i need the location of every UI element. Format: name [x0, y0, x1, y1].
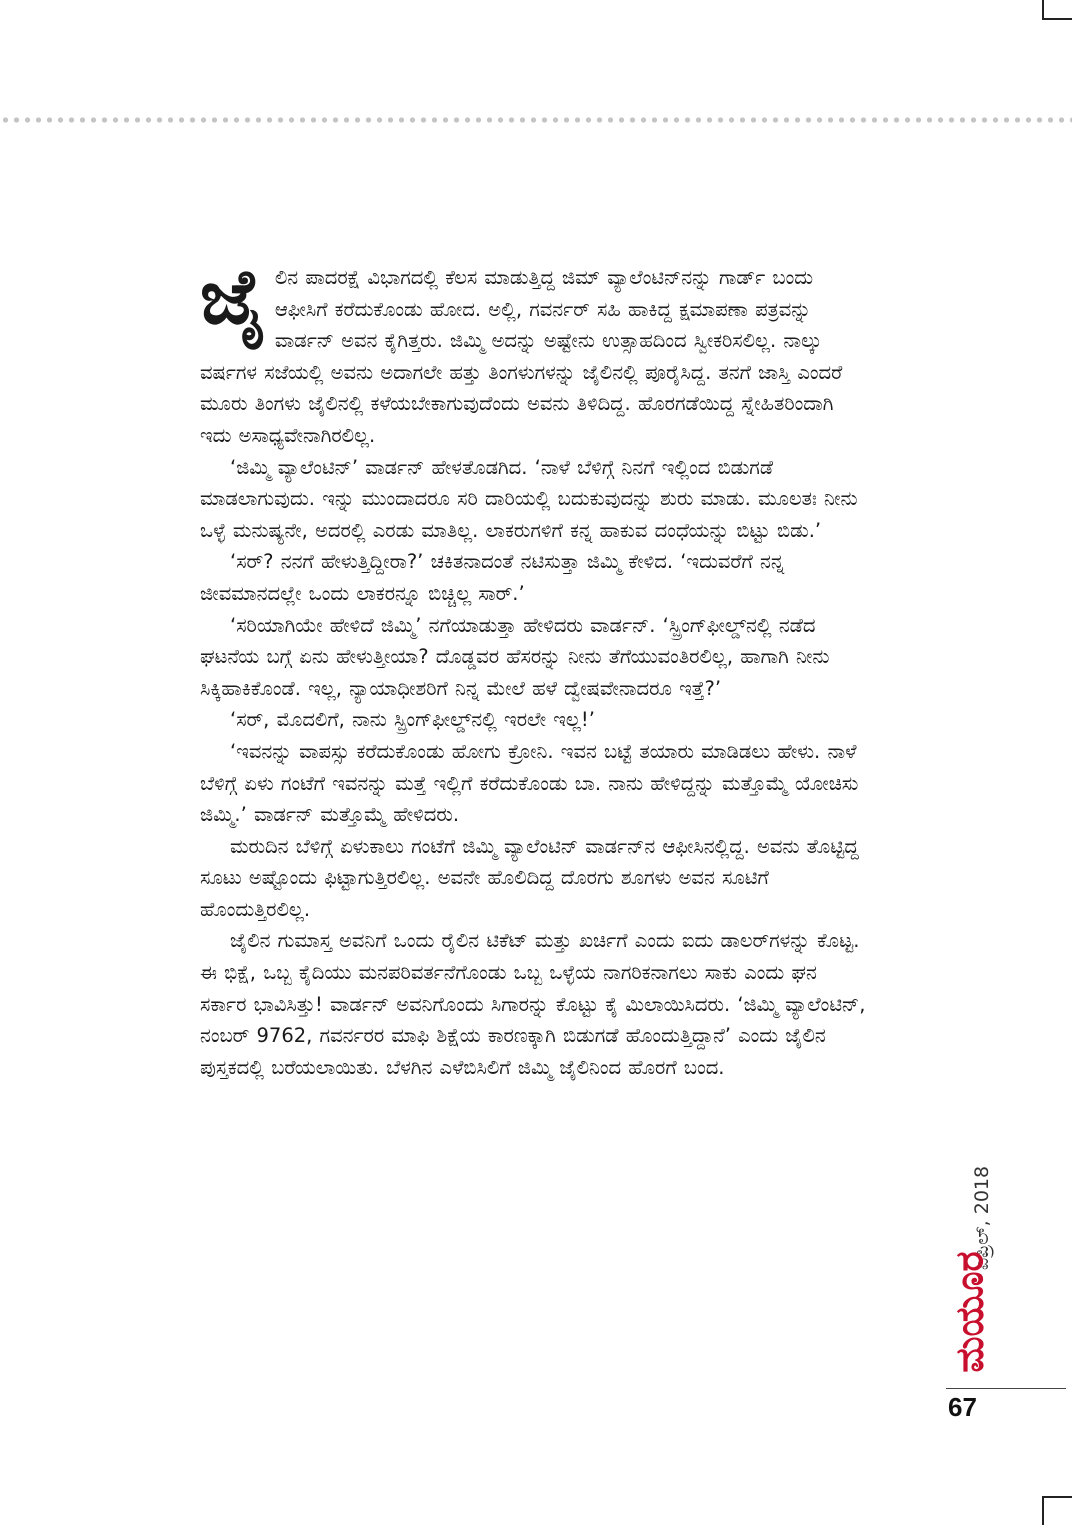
page-number-rule	[946, 1388, 1066, 1389]
paragraph: ‘ಸರಿಯಾಗಿಯೇ ಹೇಳಿದೆ ಜಿಮ್ಮಿ’ ನಗೆಯಾಡುತ್ತಾ ಹೇಳಿದರು ವಾರ್ಡನ್. ‘ಸ್ಪ್ರಿಂಗ್‌ಫೀಲ್ಡ್‌ನಲ್ಲಿ ನಡೆದ ಘಟನೆಯ ಬಗ್ಗೆ ಏನು ಹೇಳುತ್ತೀಯಾ? ದೊಡ್ಡವರ ಹೆಸರನ್ನು ನೀನು ತೆಗೆಯುವಂತಿರಲಿಲ್ಲ, ಹಾಗಾಗಿ ನೀನು ಸಿಕ್ಕಿಹಾಕಿಕೊಂಡೆ. ಇಲ್ಲ, ನ್ಯಾಯಾಧೀಶರಿಗೆ ನಿನ್ನ ಮೇಲೆ ಹಳೆ ದ್ವೇಷವೇನಾದರೂ ಇತ್ತೆ?’	[200, 613, 830, 700]
crop-mark-bottom	[1042, 1496, 1072, 1525]
page-number: 67	[948, 1392, 977, 1422]
crop-mark-top	[1042, 0, 1072, 20]
paragraph-text: ಲಿನ ಪಾದರಕ್ಷೆ ವಿಭಾಗದಲ್ಲಿ ಕೆಲಸ ಮಾಡುತ್ತಿದ್ದ ಜಿಮ್ ವ್ಯಾಲೆಂಟಿನ್‌ನನ್ನು ಗಾರ್ಡ್ ಬಂದು ಆಫೀಸಿಗೆ ಕರೆದುಕೊಂಡು ಹೋದ. ಅಲ್ಲಿ, ಗವರ್ನರ್ ಸಹಿ ಹಾಕಿದ್ದ ಕ್ಷಮಾಪಣಾ ಪತ್ರವನ್ನು ವಾರ್ಡನ್ ಅವನ ಕೈಗಿತ್ತರು. ಜಿಮ್ಮಿ ಅದನ್ನು ಅಷ್ಟೇನು ಉತ್ಸಾಹದಿಂದ ಸ್ವೀಕರಿಸಲಿಲ್ಲ. ನಾಲ್ಕು ವರ್ಷಗಳ ಸಜೆಯಲ್ಲಿ ಅವನು ಅದಾಗಲೇ ಹತ್ತು ತಿಂಗಳುಗಳನ್ನು ಜೈಲಿನಲ್ಲಿ ಪೂರೈಸಿದ್ದ. ತನಗೆ ಜಾಸ್ತಿ ಎಂದರೆ ಮೂರು ತಿಂಗಳು ಜೈಲಿನಲ್ಲಿ ಕಳೆಯಬೇಕಾಗುವುದೆಂದು ಅವನು ತಿಳಿದಿದ್ದ. ಹೊರಗಡೆಯಿದ್ದ ಸ್ನೇಹಿತರಿಂದಾಗಿ ಇದು ಅಸಾಧ್ಯವೇನಾಗಿರಲಿಲ್ಲ.	[200, 266, 843, 447]
magazine-logo: ಮಯೂರ	[947, 1251, 992, 1373]
paragraph: ‘ಜಿಮ್ಮಿ ವ್ಯಾಲೆಂಟಿನ್’ ವಾರ್ಡನ್ ಹೇಳತೊಡಗಿದ. ‘ನಾಳೆ ಬೆಳಿಗ್ಗೆ ನಿನಗೆ ಇಲ್ಲಿಂದ ಬಿಡುಗಡೆ ಮಾಡಲಾಗುವುದು. ಇನ್ನು ಮುಂದಾದರೂ ಸರಿ ದಾರಿಯಲ್ಲಿ ಬದುಕುವುದನ್ನು ಶುರು ಮಾಡು. ಮೂಲತಃ ನೀನು ಒಳ್ಳೆ ಮನುಷ್ಯನೇ, ಅದರಲ್ಲಿ ಎರಡು ಮಾತಿಲ್ಲ. ಲಾಕರುಗಳಿಗೆ ಕನ್ನ ಹಾಕುವ ದಂಧೆಯನ್ನು ಬಿಟ್ಟು ಬಿಡು.’	[200, 455, 858, 542]
dotted-divider	[0, 116, 1072, 124]
paragraph: ‘ಇವನನ್ನು ವಾಪಸ್ಸು ಕರೆದುಕೊಂಡು ಹೋಗು ಕ್ರೋನಿ. ಇವನ ಬಟ್ಟೆ ತಯಾರು ಮಾಡಿಡಲು ಹೇಳು. ನಾಳೆ ಬೆಳಿಗ್ಗೆ ಏಳು ಗಂಟೆಗೆ ಇವನನ್ನು ಮತ್ತೆ ಇಲ್ಲಿಗೆ ಕರೆದುಕೊಂಡು ಬಾ. ನಾನು ಹೇಳಿದ್ದನ್ನು ಮತ್ತೊಮ್ಮೆ ಯೋಚಿಸು ಜಿಮ್ಮಿ.’ ವಾರ್ಡನ್ ಮತ್ತೊಮ್ಮೆ ಹೇಳಿದರು.	[200, 739, 859, 827]
issue-date: ಏಪ್ರಿಲ್, 2018	[971, 1165, 993, 1271]
paragraph: ‘ಸರ್, ಮೊದಲಿಗೆ, ನಾನು ಸ್ಪ್ರಿಂಗ್‌ಫೀಲ್ಡ್‌ನಲ್ಲಿ ಇರಲೇ ಇಲ್ಲ!’	[230, 708, 595, 732]
paragraph: ಜೈಲಿನ ಗುಮಾಸ್ತ ಅವನಿಗೆ ಒಂದು ರೈಲಿನ ಟಿಕೆಟ್ ಮತ್ತು ಖರ್ಚಿಗೆ ಎಂದು ಐದು ಡಾಲರ್‌ಗಳನ್ನು ಕೊಟ್ಟ. ಈ ಭಿಕ್ಷೆ, ಒಬ್ಬ ಕೈದಿಯು ಮನಪರಿವರ್ತನೆಗೊಂಡು ಒಬ್ಬ ಒಳ್ಳೆಯ ನಾಗರಿಕನಾಗಲು ಸಾಕು ಎಂದು ಘನ ಸರ್ಕಾರ ಭಾವಿಸಿತ್ತು! ವಾರ್ಡನ್ ಅವನಿಗೊಂದು ಸಿಗಾರನ್ನು ಕೊಟ್ಟು ಕೈ ಮಿಲಾಯಿಸಿದರು. ‘ಜಿಮ್ಮಿ ವ್ಯಾಲೆಂಟಿನ್, ನಂಬರ್ 9762, ಗವರ್ನರರ ಮಾಫಿ ಶಿಕ್ಷೆಯ ಕಾರಣಕ್ಕಾಗಿ ಬಿಡುಗಡೆ ಹೊಂದುತ್ತಿದ್ದಾನೆ’ ಎಂದು ಜೈಲಿನ ಪುಸ್ತಕದಲ್ಲಿ ಬರೆಯಲಾಯಿತು. ಬೆಳಗಿನ ಎಳೆಬಿಸಿಲಿಗೆ ಜಿಮ್ಮಿ ಜೈಲಿನಿಂದ ಹೊರಗೆ ಬಂದ.	[200, 929, 866, 1079]
article-body	[200, 252, 870, 1083]
paragraph: ‘ಸರ್? ನನಗೆ ಹೇಳುತ್ತಿದ್ದೀರಾ?’ ಚಕಿತನಾದಂತೆ ನಟಿಸುತ್ತಾ ಜಿಮ್ಮಿ ಕೇಳಿದ. ‘ಇದುವರೆಗೆ ನನ್ನ ಜೀವಮಾನದಲ್ಲೇ ಒಂದು ಲಾಕರನ್ನೂ ಬಿಚ್ಚಿಲ್ಲ ಸಾರ್.’	[200, 550, 785, 605]
paragraph	[200, 252, 870, 452]
paragraph: ಮರುದಿನ ಬೆಳಿಗ್ಗೆ ಏಳುಕಾಲು ಗಂಟೆಗೆ ಜಿಮ್ಮಿ ವ್ಯಾಲೆಂಟಿನ್ ವಾರ್ಡನ್‌ನ ಆಫೀಸಿನಲ್ಲಿದ್ದ. ಅವನು ತೊಟ್ಟಿದ್ದ ಸೂಟು ಅಷ್ಟೊಂದು ಫಿಟ್ಟಾಗುತ್ತಿರಲಿಲ್ಲ. ಅವನೇ ಹೊಲಿದಿದ್ದ ದೊರಗು ಶೂಗಳು ಅವನ ಸೂಟಿಗೆ ಹೊಂದುತ್ತಿರಲಿಲ್ಲ.	[200, 834, 859, 921]
drop-cap: ಜೈ	[200, 252, 267, 341]
